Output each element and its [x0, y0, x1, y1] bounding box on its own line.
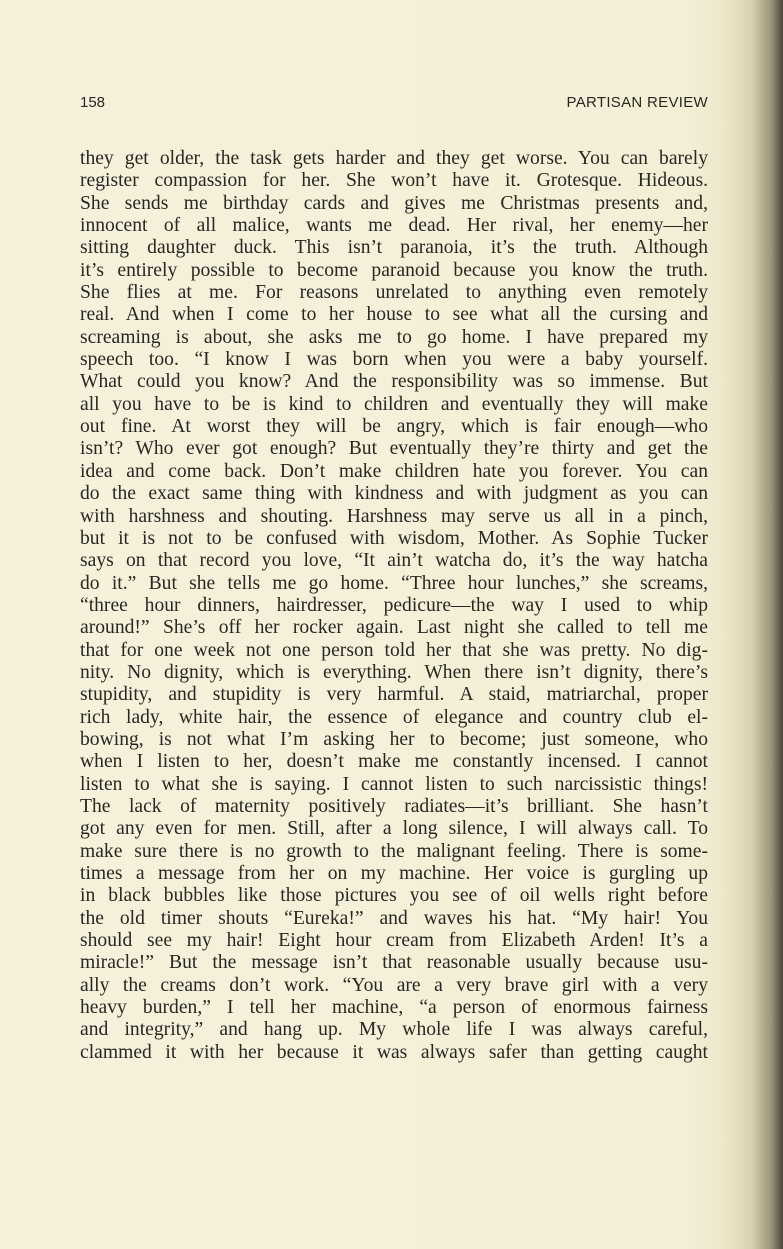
text-line: heavy burden,” I tell her machine, “a person of enormous fairness — [80, 997, 708, 1019]
text-line: says on that record you love, “It ain’t watcha do, it’s the way hatcha — [80, 550, 708, 572]
text-line: should see my hair! Eight hour cream from Elizabeth Arden! It’s a — [80, 930, 708, 952]
text-line: out fine. At worst they will be angry, which is fair enough—who — [80, 416, 708, 438]
body-text — [80, 148, 708, 1064]
text-line: isn’t? Who ever got enough? But eventually they’re thirty and get the — [80, 438, 708, 460]
text-line: speech too. “I know I was born when you were a baby yourself. — [80, 349, 708, 371]
text-line: The lack of maternity positively radiates—it’s brilliant. She hasn’t — [80, 795, 708, 817]
text-line: What could you know? And the responsibility was so immense. But — [80, 371, 708, 393]
text-line: do the exact same thing with kindness and with judgment as you can — [80, 483, 708, 505]
text-line: and integrity,” and hang up. My whole life I was always careful, — [80, 1019, 708, 1041]
running-header — [80, 94, 708, 116]
text-line: do it.” But she tells me go home. “Three hour lunches,” she screams, — [80, 572, 708, 594]
text-line: that for one week not one person told her that she was pretty. No dig- — [80, 639, 708, 661]
text-line: but it is not to be confused with wisdom, Mother. As Sophie Tucker — [80, 527, 708, 549]
text-line: they get older, the task gets harder and they get worse. You can barely — [80, 148, 708, 169]
text-line: when I listen to her, doesn’t make me constantly incensed. I cannot — [80, 751, 708, 773]
text-line: She sends me birthday cards and gives me Christmas presents and, — [80, 192, 708, 214]
text-line: nity. No dignity, which is everything. When there isn’t dignity, there’s — [80, 661, 708, 683]
text-line: register compassion for her. She won’t have it. Grotesque. Hideous. — [80, 170, 708, 192]
text-line: miracle!” But the message isn’t that reasonable usually because usu- — [80, 952, 708, 974]
text-line: bowing, is not what I’m asking her to become; just someone, who — [80, 728, 708, 750]
text-line: sitting daughter duck. This isn’t paranoia, it’s the truth. Although — [80, 237, 708, 259]
text-line: innocent of all malice, wants me dead. Her rival, her enemy—her — [80, 215, 708, 237]
text-line: idea and come back. Don’t make children hate you forever. You can — [80, 460, 708, 482]
text-line: it’s entirely possible to become paranoid because you know the truth. — [80, 259, 708, 281]
text-line: ally the creams don’t work. “You are a very brave girl with a very — [80, 974, 708, 996]
text-line: clammed it with her because it was always safer than getting caught — [80, 1041, 708, 1063]
text-line: real. And when I come to her house to see what all the cursing and — [80, 304, 708, 326]
text-line: make sure there is no growth to the malignant feeling. There is some- — [80, 840, 708, 862]
text-line: rich lady, white hair, the essence of elegance and country club el- — [80, 706, 708, 728]
text-line: “three hour dinners, hairdresser, pedicure—the way I used to whip — [80, 594, 708, 616]
text-line: the old timer shouts “Eureka!” and waves his hat. “My hair! You — [80, 907, 708, 929]
journal-title: PARTISAN REVIEW — [566, 94, 708, 111]
text-line: in black bubbles like those pictures you see of oil wells right before — [80, 885, 708, 907]
page-number: 158 — [80, 94, 106, 111]
text-line: screaming is about, she asks me to go home. I have prepared my — [80, 326, 708, 348]
text-line: listen to what she is saying. I cannot listen to such narcissistic things! — [80, 773, 708, 795]
text-line: times a message from her on my machine. Her voice is gurgling up — [80, 863, 708, 884]
text-line: all you have to be is kind to children and eventually they will make — [80, 393, 708, 415]
text-line: around!” She’s off her rocker again. Last night she called to tell me — [80, 617, 708, 639]
text-line: She flies at me. For reasons unrelated to anything even remotely — [80, 282, 708, 304]
text-line: stupidity, and stupidity is very harmful. A staid, matriarchal, proper — [80, 684, 708, 706]
text-line: got any even for men. Still, after a long silence, I will always call. To — [80, 818, 708, 840]
text-line: with harshness and shouting. Harshness may serve us all in a pinch, — [80, 505, 708, 527]
